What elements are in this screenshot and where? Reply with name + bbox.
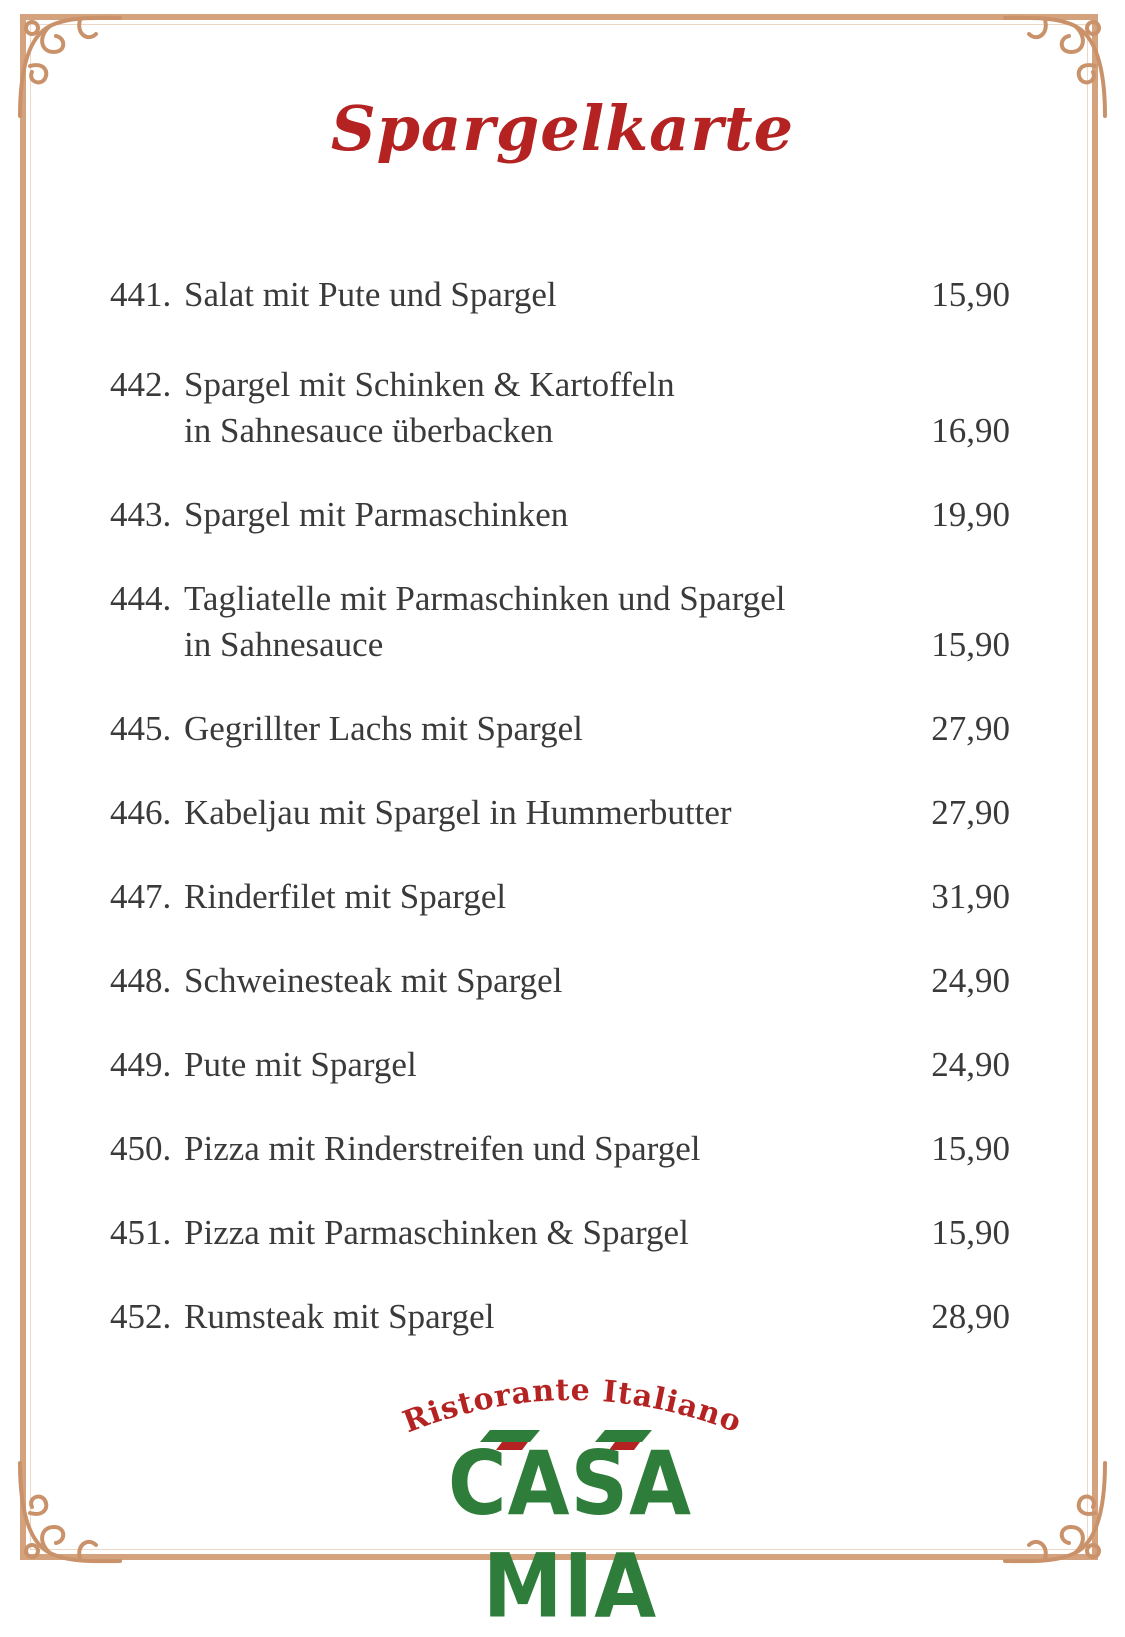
item-price: 24,90 xyxy=(931,961,1010,1000)
item-name-line: Schweinesteak mit Spargel xyxy=(184,961,563,1000)
menu-item xyxy=(110,362,1010,454)
corner-ornament-icon xyxy=(10,1453,130,1573)
menu-item xyxy=(110,492,1010,538)
menu-item xyxy=(110,1294,1010,1340)
item-name xyxy=(110,706,1010,752)
corner-ornament-icon xyxy=(995,1453,1115,1573)
item-name xyxy=(110,272,1010,318)
item-name-line: Pizza mit Rinderstreifen und Spargel xyxy=(184,1129,701,1168)
item-price: 15,90 xyxy=(931,1129,1010,1168)
item-price: 19,90 xyxy=(931,495,1010,534)
menu-item xyxy=(110,272,1010,318)
item-number: 446. xyxy=(110,793,172,832)
svg-text:Ristorante Italiano xyxy=(398,1373,746,1440)
menu-item xyxy=(110,958,1010,1004)
item-name xyxy=(110,1042,1010,1088)
menu-list xyxy=(110,272,1010,1340)
item-name xyxy=(110,958,1010,1004)
item-name-line: in Sahnesauce überbacken xyxy=(184,411,554,450)
item-name xyxy=(110,362,1010,454)
item-price: 16,90 xyxy=(931,411,1010,450)
item-price: 28,90 xyxy=(931,1297,1010,1336)
item-name-line: Gegrillter Lachs mit Spargel xyxy=(184,709,583,748)
menu-item xyxy=(110,874,1010,920)
item-number: 445. xyxy=(110,709,172,748)
restaurant-logo xyxy=(390,1370,750,1637)
item-price: 15,90 xyxy=(931,1213,1010,1252)
item-name-line: Spargel mit Parmaschinken xyxy=(184,495,569,534)
item-name xyxy=(110,790,1010,836)
item-number: 449. xyxy=(110,1045,172,1084)
item-name-line: Rumsteak mit Spargel xyxy=(184,1297,495,1336)
item-name-line: Tagliatelle mit Parmaschinken und Spargel xyxy=(184,579,786,618)
menu-item xyxy=(110,576,1010,668)
item-number: 444. xyxy=(110,579,172,618)
menu-item xyxy=(110,790,1010,836)
logo-name: CASA MIA xyxy=(447,1432,693,1637)
item-number: 447. xyxy=(110,877,172,916)
item-number: 442. xyxy=(110,365,172,404)
item-name-line: Kabeljau mit Spargel in Hummerbutter xyxy=(184,793,732,832)
item-name xyxy=(110,1210,1010,1256)
logo-subtitle: Ristorante Italiano xyxy=(398,1372,747,1441)
menu-item xyxy=(110,1210,1010,1256)
item-name xyxy=(110,1126,1010,1172)
item-price: 15,90 xyxy=(931,625,1010,664)
item-number: 450. xyxy=(110,1129,172,1168)
item-name-line: Pute mit Spargel xyxy=(184,1045,417,1084)
item-number: 451. xyxy=(110,1213,172,1252)
item-name xyxy=(110,1294,1010,1340)
item-number: 448. xyxy=(110,961,172,1000)
item-number: 452. xyxy=(110,1297,172,1336)
item-number: 441. xyxy=(110,275,172,314)
item-name xyxy=(110,492,1010,538)
item-name-line: in Sahnesauce xyxy=(184,625,384,664)
item-price: 31,90 xyxy=(931,877,1010,916)
item-name-line: Spargel mit Schinken & Kartoffeln xyxy=(184,365,675,404)
item-name-line: Salat mit Pute und Spargel xyxy=(184,275,557,314)
item-price: 27,90 xyxy=(931,709,1010,748)
menu-item xyxy=(110,1042,1010,1088)
menu-item xyxy=(110,1126,1010,1172)
page-title: Spargelkarte xyxy=(330,92,795,165)
item-name xyxy=(110,874,1010,920)
item-price: 15,90 xyxy=(931,275,1010,314)
item-price: 27,90 xyxy=(931,793,1010,832)
item-name-line: Pizza mit Parmaschinken & Spargel xyxy=(184,1213,689,1252)
item-number: 443. xyxy=(110,495,172,534)
menu-item xyxy=(110,706,1010,752)
item-name xyxy=(110,576,1010,668)
item-name-line: Rinderfilet mit Spargel xyxy=(184,877,507,916)
item-price: 24,90 xyxy=(931,1045,1010,1084)
